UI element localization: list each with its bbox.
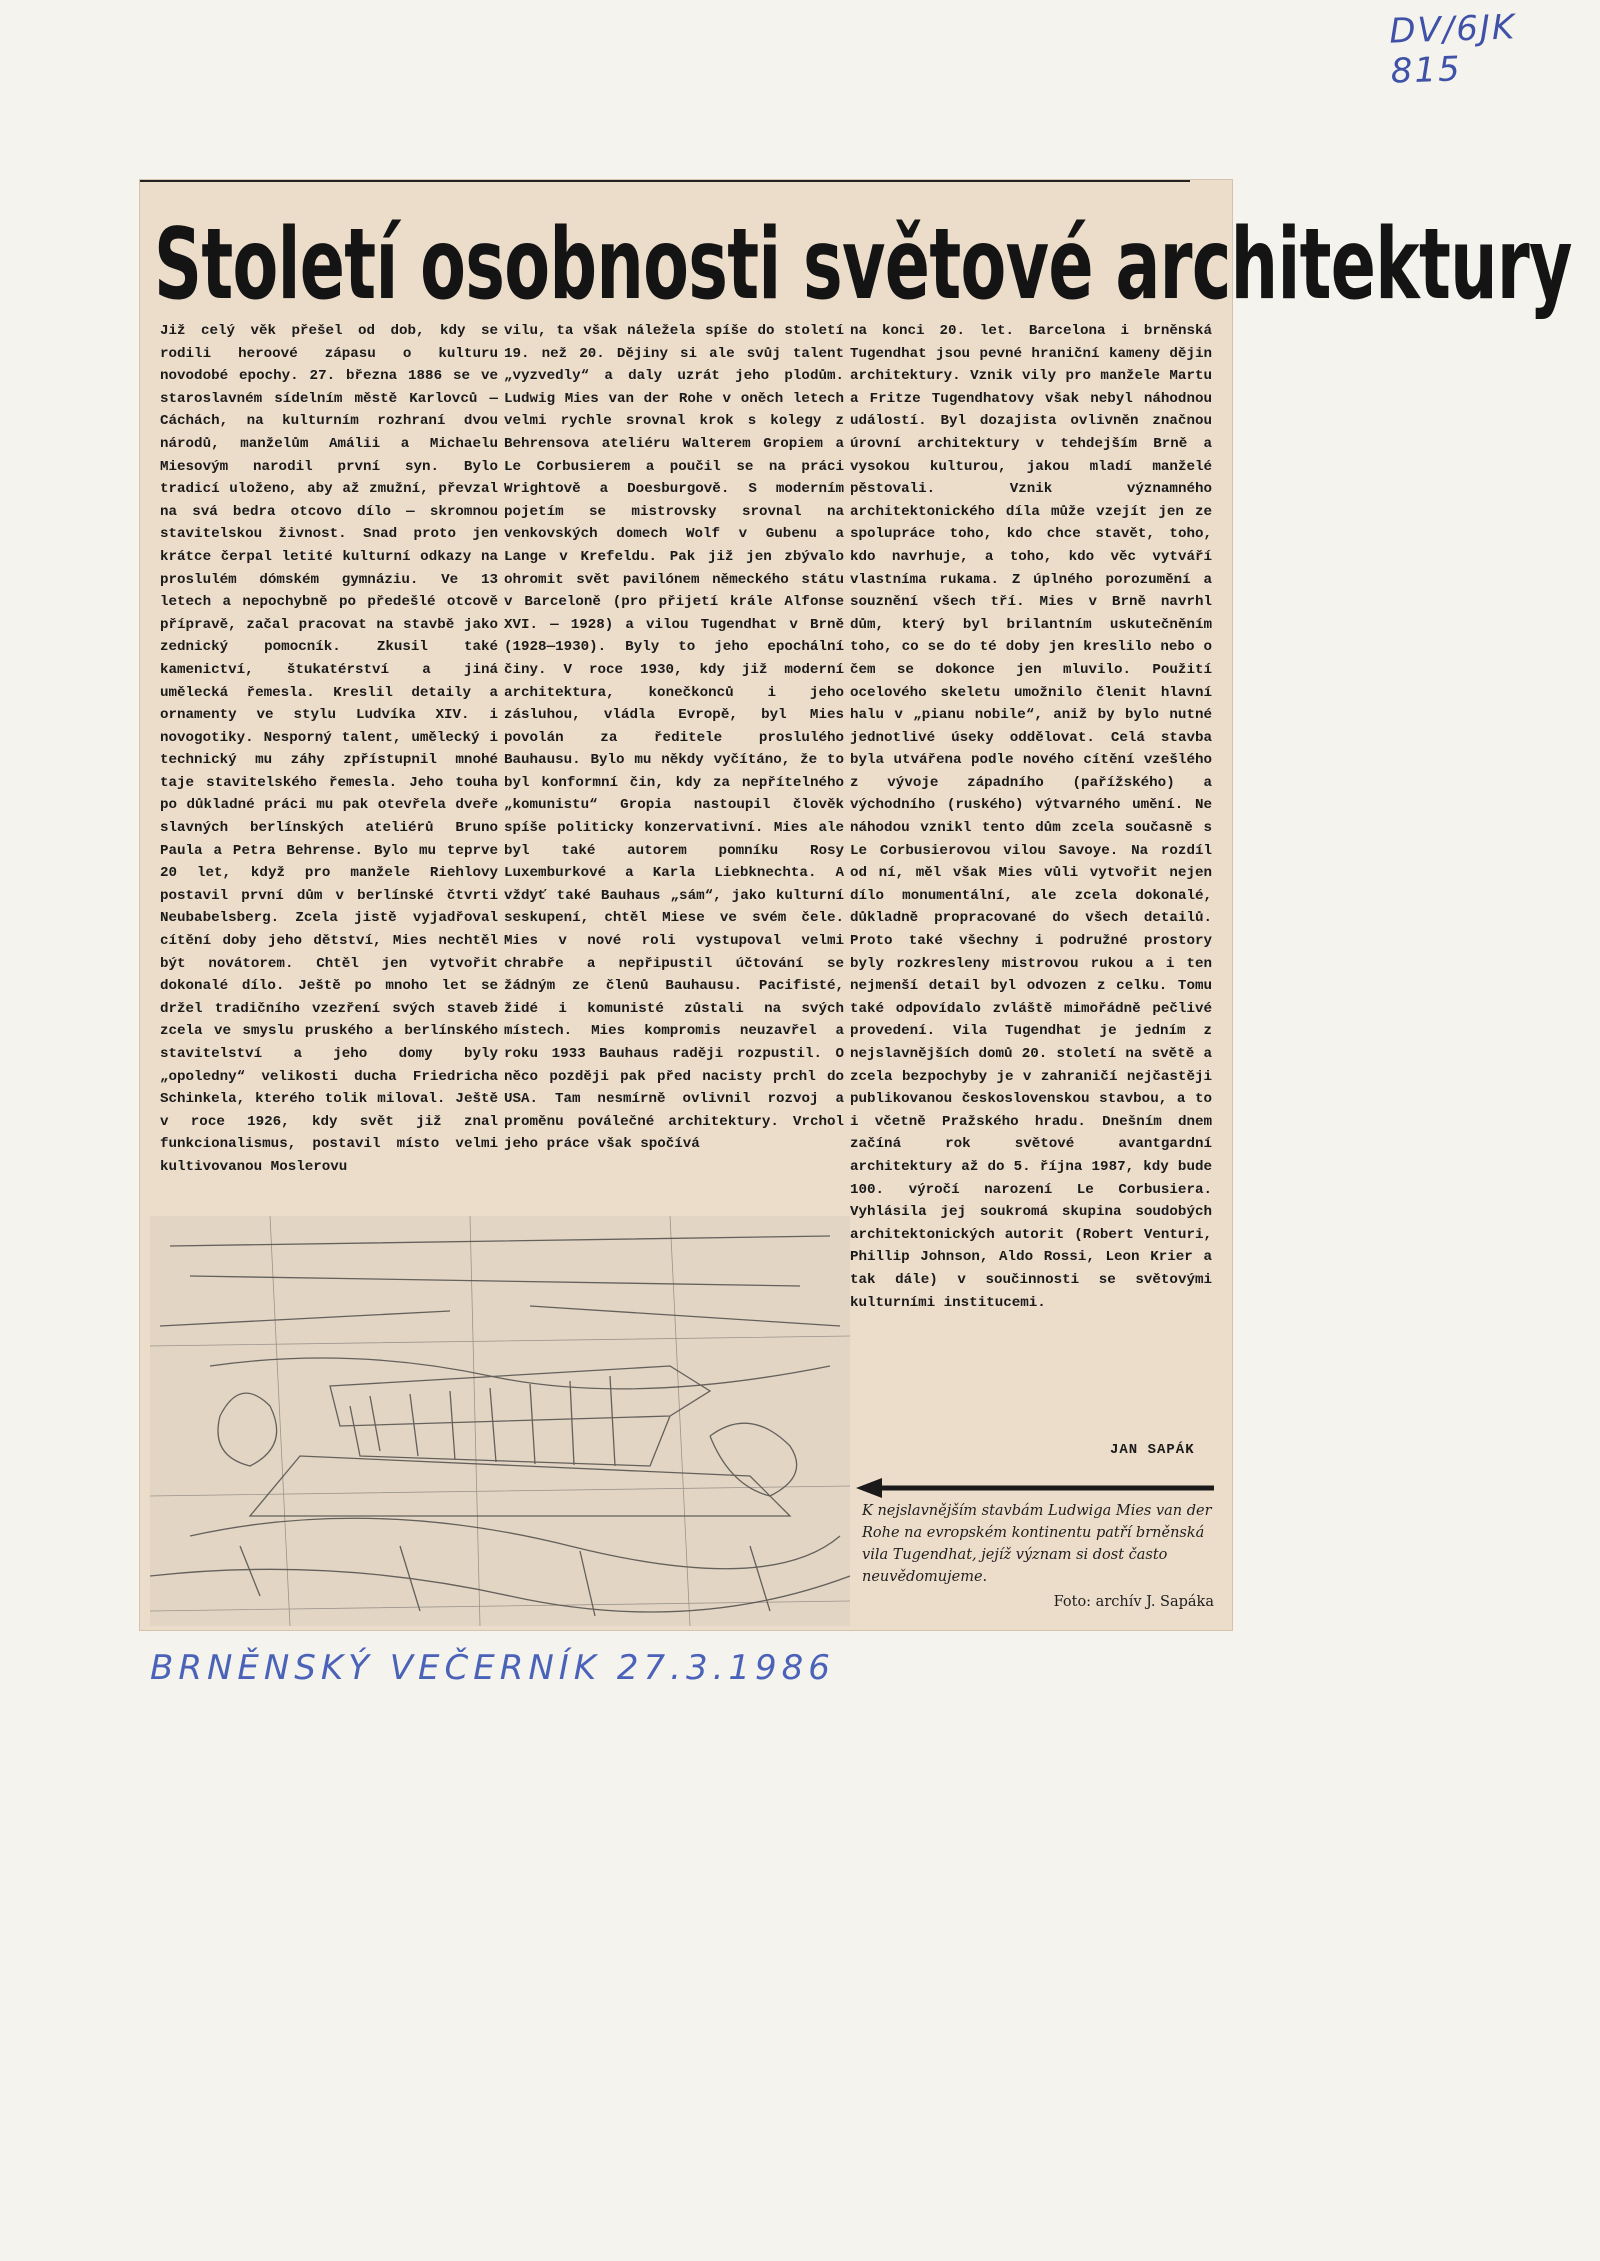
article-column-1	[160, 320, 498, 1200]
source-note-handwritten: BRNĚNSKÝ VEČERNÍK 27.3.1986	[150, 1648, 835, 1688]
villa-sketch-image	[150, 1216, 850, 1626]
photo-caption: K nejslavnějším stavbám Ludwiga Mies van der Rohe na evropském kontinentu patří brněnská vila Tugendhat, jejíž význam si dost často neuvědomujeme.	[862, 1503, 1212, 1585]
article-column-3	[850, 320, 1212, 1452]
villa-tugendhat-photo	[150, 1216, 850, 1626]
article-column-2	[504, 320, 844, 1210]
column-3-text: na konci 20. let. Barcelona i brněnská Tugendhat jsou pevné hraniční kameny dějin architektury. Vznik vily pro manžele Martu a Fritze Tugendhatovy však nebyl náhodnou událostí. Byl dozajista ovlivněn značnou úrovní architektury v tehdejším Brně a vysokou kulturou, jakou mladí manželé pěstovali. Vznik významného architektonického díla může vzejít jen ze spolupráce toho, kdo chce stavět, toho, kdo navrhuje, a toho, kdo věc vytváří vlastníma rukama. Z úplného porozumění a souznění všech tří. Mies v Brně navrhl dům, který byl brilantním uskutečněním toho, co se do té doby jen kreslilo nebo o čem se dokonce jen mluvilo. Použití ocelového skeletu umožnilo členit hlavní halu v „pianu nobile“, aniž by bylo nutné jednotlivé úseky oddělovat. Celá stavba byla utvářena podle nového cítění vzešlého z vývoje západního (pařížského) a východního (ruského) výtvarného umění. Ne náhodou vznikl tento dům zcela současně s Le Corbusierovou vilou Savoye. Na rozdíl od ní, měl však Mies vůli vytvořit nejen dílo monumentální, ale zcela dokonalé, důkladně propracované do všech detailů. Proto také všechny i podružné prostory byly rozkresleny mistrovou rukou a i ten nejmenší detail byl odvozen z celku. Tomu také odpovídalo zvláště mimořádně pečlivé provedení. Vila Tugendhat je jedním z nejslavnějších domů 20. století na světě a zcela bezpochyby je v zahraničí nejčastěji publikovanou československou stavbou, a to i včetně Pražského hradu. Dnešním dnem začíná rok světové avantgardní architektury až do 5. října 1987, kdy bude 100. výročí narození Le Corbusiera. Vyhlásila jej soukromá skupina soudobých architektonických autorit (Robert Venturi, Phillip Johnson, Aldo Rossi, Leon Krier a tak dále) v součinnosti se světovými kulturními institucemi.	[850, 323, 1212, 1311]
archive-id-handwritten: DV/6JK 815	[1388, 7, 1517, 92]
column-1-text: Již celý věk přešel od dob, kdy se rodili heroové zápasu o kulturu novodobé epochy. 27. března 1886 se ve staroslavném sídelním městě Karlovců — Cáchách, na kulturním rozhraní dvou národů, manželům Amálii a Michaelu Miesovým narodil první syn. Bylo tradicí uloženo, aby až zmužní, převzal na svá bedra otcovo dílo — skromnou stavitelskou živnost. Snad proto jen krátce čerpal letité kulturní odkazy na proslulém dómském gymnáziu. Ve 13 letech a nepochybně po předešlé otcově přípravě, začal pracovat na stavbě jako zednický pomocník. Zkusil také kamenictví, štukatérství a jiná umělecká řemesla. Kreslil detaily a ornamenty ve stylu Ludvíka XIV. i novogotiky. Nesporný talent, umělecký i technický mu záhy zpřístupnil mnohé taje stavitelského řemesla. Jeho touha po důkladné práci mu pak otevřela dveře slavných berlínských ateliérů Bruno Paula a Petra Behrense. Bylo mu teprve 20 let, když pro manžele Riehlovy postavil první dům v berlínské čtvrti Neubabelsberg. Zcela jistě vyjadřoval cítění doby jeho dětství, Mies nechtěl být novátorem. Chtěl jen vytvořit dokonalé dílo. Ještě po mnoho let se držel tradičního vzezření svých staveb zcela ve smyslu pruského a berlínského stavitelství a jeho domy byly „opoledny“ velikosti ducha Friedricha Schinkela, kterého tolik miloval. Ještě v roce 1926, kdy svět již znal funkcionalismus, postavil místo velmi kultivovanou Moslerovu	[160, 323, 498, 1175]
photo-credit: Foto: archív J. Sapáka	[1053, 1594, 1214, 1610]
column-2-text: vilu, ta však náležela spíše do století 19. než 20. Dějiny si ale svůj talent „vyzvedly“ a daly uzrát jeho plodům. Ludwig Mies van der Rohe v oněch letech velmi rychle srovnal krok s kolegy z Behrensova ateliéru Walterem Gropiem a Le Corbusierem a poučil se na práci Wrightově a Doesburgově. S moderním pojetím se mistrovsky srovnal na venkovských domech Wolf v Gubenu a Lange v Krefeldu. Pak již jen zbývalo ohromit svět pavilónem německého státu v Barceloně (pro přijetí krále Alfonse XVI. — 1928) a vilou Tugendhat v Brně (1928—1930). Byly to jeho epochální činy. V roce 1930, kdy již moderní architektura, konečkonců i jeho zásluhou, vládla Evropě, byl Mies povolán za ředitele proslulého Bauhausu. Bylo mu někdy vyčítáno, že to byl konformní čin, kdy za nepřítelného „komunistu“ Gropia nastoupil člověk spíše politicky konzervativní. Mies ale byl také autorem pomníku Rosy Luxemburkové a Karla Liebknechta. A vždyť také Bauhaus „sám“, jako kulturní seskupení, chtěl Miese ve svém čele. Mies v nové roli vystupoval velmi chrabře a nepřipustil účtování se žádným ze členů Bauhausu. Pacifisté, židé i komunisté zůstali na svých místech. Mies kompromis neuzavřel a roku 1933 Bauhaus raději rozpustil. O něco později pak před nacisty prchl do USA. Tam nesmírně ovlivnil rozvoj a proměnu poválečné architektury. Vrchol jeho práce však spočívá	[504, 323, 844, 1153]
newspaper-clipping	[140, 180, 1572, 1630]
left-arrow-icon	[856, 1478, 1216, 1498]
author-byline: JAN SAPÁK	[1110, 1442, 1195, 1458]
top-rule	[140, 180, 1190, 182]
article-headline: Století osobnosti světové architektury	[154, 208, 1572, 322]
